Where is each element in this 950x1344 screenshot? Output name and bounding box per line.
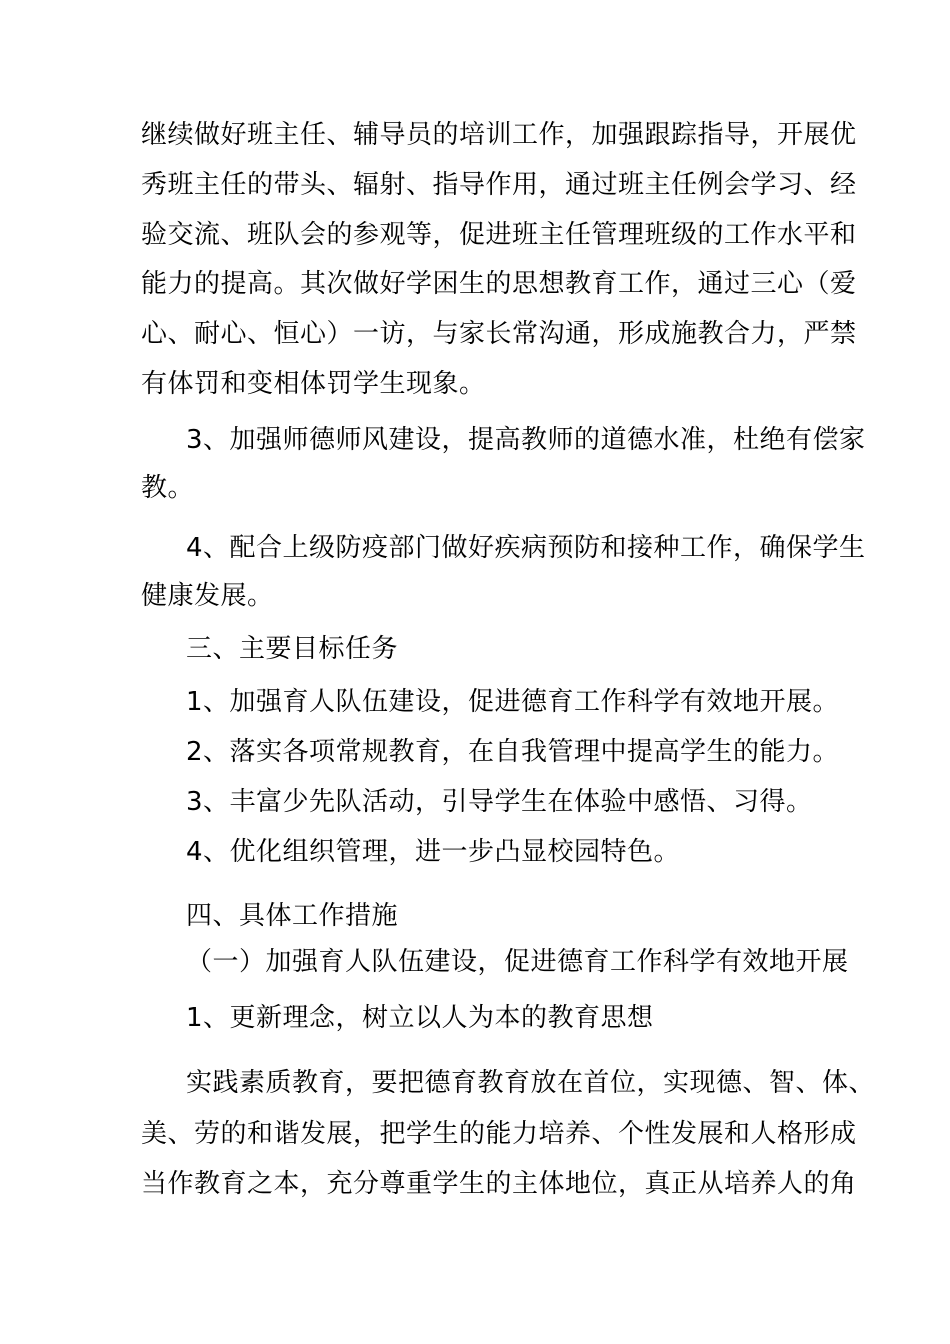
list-item: 3、丰富少先队活动，引导学生在体验中感悟、习得。 (186, 787, 813, 817)
text-line: 3、加强师德师风建设，提高教师的道德水准，杜绝有偿家 (186, 425, 866, 455)
text-line: 有体罚和变相体罚学生现象。 (141, 369, 486, 399)
text-line: 美、劳的和谐发展，把学生的能力培养、个性发展和人格形成 (141, 1119, 857, 1149)
text-line: 继续做好班主任、辅导员的培训工作，加强跟踪指导，开展优 (141, 120, 857, 150)
section-heading: 三、主要目标任务 (186, 634, 399, 664)
list-item: 2、落实各项常规教育，在自我管理中提高学生的能力。 (186, 737, 840, 767)
section-heading: 四、具体工作措施 (186, 901, 399, 931)
text-line: 秀班主任的带头、辐射、指导作用，通过班主任例会学习、经 (141, 170, 857, 200)
list-item: 1、加强育人队伍建设，促进德育工作科学有效地开展。 (186, 687, 840, 717)
text-line: 4、配合上级防疫部门做好疾病预防和接种工作，确保学生 (186, 533, 866, 563)
text-line: 能力的提高。其次做好学困生的思想教育工作，通过三心（爱 (141, 269, 857, 299)
subsection-heading: （一）加强育人队伍建设，促进德育工作科学有效地开展 (186, 947, 849, 977)
text-line: 健康发展。 (141, 581, 274, 611)
text-line: 实践素质教育，要把德育教育放在首位，实现德、智、体、 (186, 1068, 876, 1098)
text-line: 教。 (141, 473, 195, 503)
text-line: 验交流、班队会的参观等，促进班主任管理班级的工作水平和 (141, 220, 857, 250)
list-item: 4、优化组织管理，进一步凸显校园特色。 (186, 837, 681, 867)
text-line: 心、耐心、恒心）一访，与家长常沟通，形成施教合力，严禁 (141, 319, 857, 349)
text-line: 当作教育之本，充分尊重学生的主体地位，真正从培养人的角 (141, 1169, 857, 1199)
subsection-heading: 1、更新理念，树立以人为本的教育思想 (186, 1003, 654, 1033)
